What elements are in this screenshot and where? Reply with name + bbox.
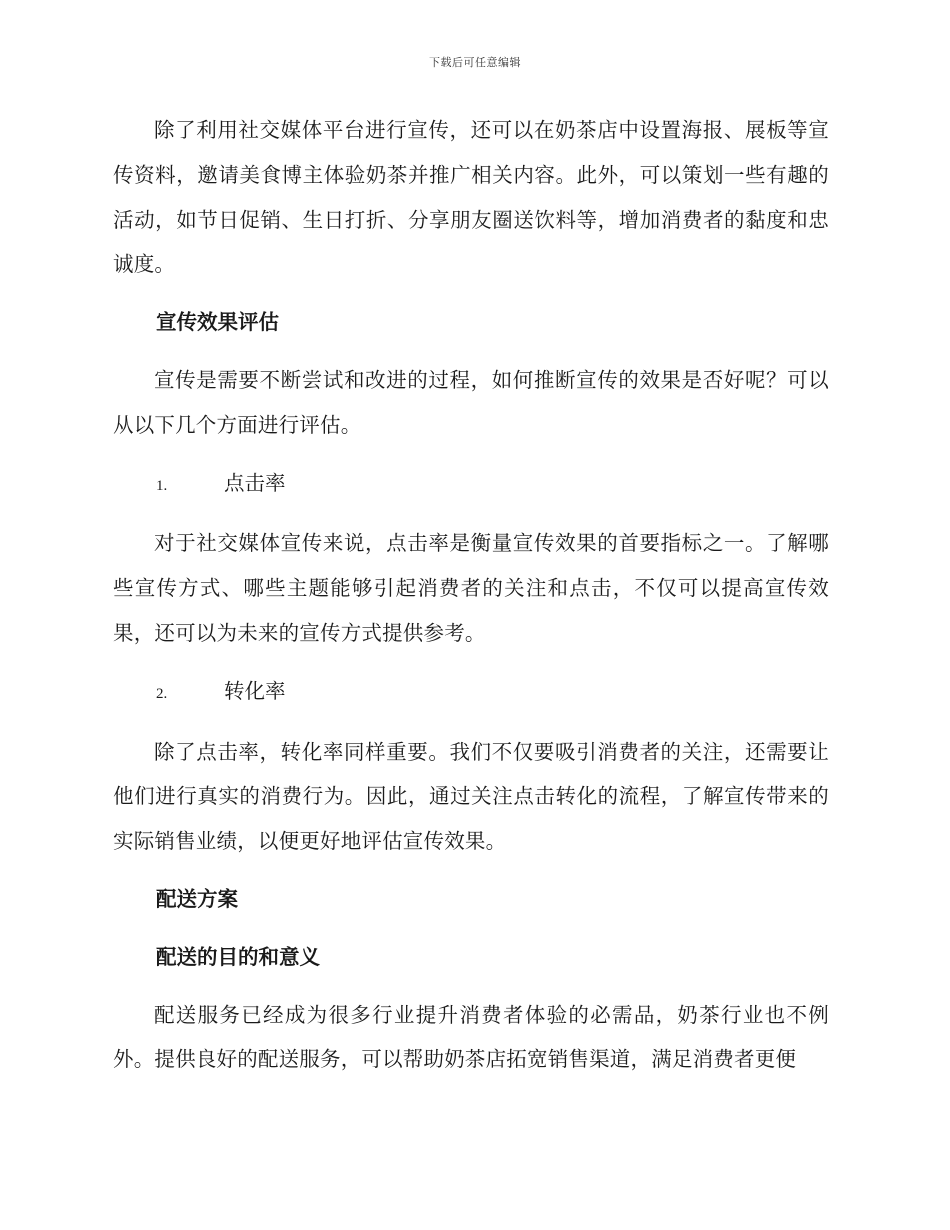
- spacer: [113, 656, 829, 669]
- list-item-click-rate: [113, 461, 829, 509]
- header-note: 下载后可任意编辑: [429, 56, 521, 69]
- list-item-conversion-rate: [113, 669, 829, 717]
- paragraph-click-rate: 对于社交媒体宣传来说，点击率是衡量宣传效果的首要指标之一。了解哪些宣传方式、哪些主题能够引起消费者的关注和点击，不仅可以提高宣传效果，还可以为未来的宣传方式提供参考。: [113, 531, 829, 645]
- spacer: [113, 922, 829, 935]
- spacer: [113, 508, 829, 521]
- list-label: 转化率: [224, 678, 286, 703]
- spacer: [113, 980, 829, 993]
- list-label: 点击率: [224, 470, 286, 495]
- heading-promotion-evaluation: 宣传效果评估: [156, 310, 279, 335]
- list-number: 1.: [156, 477, 168, 494]
- spacer: [113, 448, 829, 461]
- spacer: [113, 864, 829, 877]
- spacer: [113, 717, 829, 730]
- list-number: 2.: [156, 685, 168, 702]
- heading-delivery-plan: 配送方案: [156, 886, 238, 911]
- spacer: [113, 287, 829, 300]
- paragraph-conversion-rate: 除了点击率，转化率同样重要。我们不仅要吸引消费者的关注，还需要让他们进行真实的消费行为。因此，通过关注点击转化的流程，了解宣传带来的实际销售业绩，以便更好地评估宣传效果。: [113, 739, 829, 854]
- paragraph-delivery-purpose: 配送服务已经成为很多行业提升消费者体验的必需品，奶茶行业也不例外。提供良好的配送服务，可以帮助奶茶店拓宽销售渠道，满足消费者更便: [113, 1002, 829, 1072]
- paragraph-promotion-activities: 除了利用社交媒体平台进行宣传，还可以在奶茶店中设置海报、展板等宣传资料，邀请美食博主体验奶茶并推广相关内容。此外，可以策划一些有趣的活动，如节日促销、生日打折、分享朋友圈送饮料等，增加消费者的黏度和忠诚度。: [113, 118, 829, 277]
- document-body: [113, 108, 829, 1082]
- heading-delivery-purpose: 配送的目的和意义: [156, 944, 320, 969]
- spacer: [113, 345, 829, 358]
- paragraph-evaluation-intro: 宣传是需要不断尝试和改进的过程，如何推断宣传的效果是否好呢？可以从以下几个方面进行评估。: [113, 367, 829, 437]
